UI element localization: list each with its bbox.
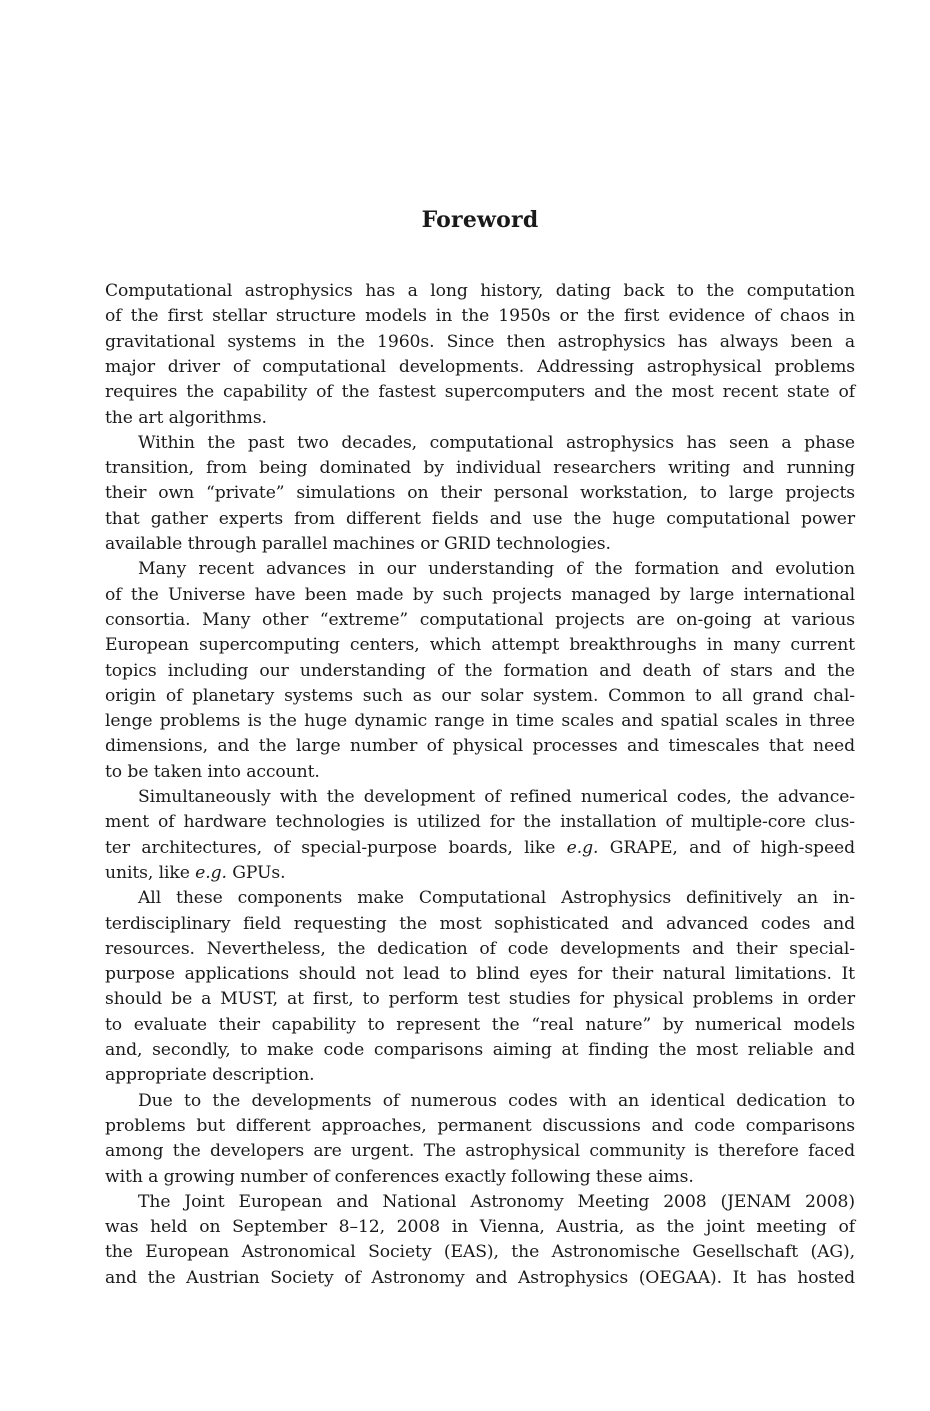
text-line: resources. Nevertheless, the dedication of code developments and their special-: [105, 938, 855, 959]
text-line: Computational astrophysics has a long history, dating back to the computation: [105, 281, 855, 301]
text-line: available through parallel machines or GRID technologies.: [105, 534, 611, 554]
text-line: and the Austrian Society of Astronomy and Astrophysics (OEGAA). It has hosted: [105, 1267, 855, 1288]
text-line: with a growing number of conferences exactly following these aims.: [105, 1166, 694, 1187]
text-line: of the first stellar structure models in the 1950s or the first evidence of chaos in: [105, 306, 855, 327]
text-line: that gather experts from different fields and use the huge computational power: [105, 508, 855, 529]
text-line: All these components make Computational Astrophysics definitively an in-: [138, 888, 855, 909]
text-line: Simultaneously with the development of refined numerical codes, the advance-: [138, 787, 855, 807]
text-line: of the Universe have been made by such projects managed by large international: [105, 584, 855, 605]
text-line: among the developers are urgent. The astrophysical community is therefore faced: [105, 1141, 855, 1162]
text-line: ment of hardware technologies is utilized for the installation of multiple-core clus-: [105, 812, 855, 833]
text-line: gravitational systems in the 1960s. Since then astrophysics has always been a: [105, 331, 855, 352]
text-line: consortia. Many other “extreme” computational projects are on-going at various: [105, 609, 855, 630]
text-line: the European Astronomical Society (EAS), the Astronomische Gesellschaft (AG),: [105, 1242, 855, 1263]
text-line: to be taken into account.: [105, 761, 320, 782]
text-line: origin of planetary systems such as our solar system. Common to all grand chal-: [105, 685, 855, 706]
text-line: dimensions, and the large number of physical processes and timescales that need: [105, 736, 855, 757]
text-line: transition, from being dominated by individual researchers writing and running: [105, 458, 855, 479]
text-line: topics including our understanding of the formation and death of stars and the: [105, 660, 855, 681]
text-line: requires the capability of the fastest supercomputers and the most recent state of: [105, 382, 855, 403]
text-line: to evaluate their capability to represent the “real nature” by numerical models: [105, 1014, 855, 1035]
text-line: their own “private” simulations on their personal workstation, to large projects: [105, 483, 855, 504]
text-line: purpose applications should not lead to blind eyes for their natural limitations. It: [105, 964, 855, 985]
text-line: The Joint European and National Astronomy Meeting 2008 (JENAM 2008): [138, 1191, 855, 1212]
text-line: units, like e.g. GPUs.: [105, 862, 286, 883]
text-line: major driver of computational developments. Addressing astrophysical problems: [105, 356, 855, 377]
text-line: was held on September 8–12, 2008 in Vienna, Austria, as the joint meeting of: [105, 1217, 855, 1238]
text-line: ter architectures, of special-purpose boards, like e.g. GRAPE, and of high-speed: [105, 837, 856, 858]
text-line: appropriate description.: [105, 1065, 315, 1086]
text-line: European supercomputing centers, which attempt breakthroughs in many current: [105, 635, 855, 656]
text-line: the art algorithms.: [105, 407, 267, 428]
abbreviation-eg: e.g.: [566, 837, 599, 858]
text-line: lenge problems is the huge dynamic range in time scales and spatial scales in three: [105, 711, 855, 732]
abbreviation-eg: e.g.: [195, 862, 227, 883]
text-line: terdisciplinary field requesting the most sophisticated and advanced codes and: [105, 913, 855, 934]
text-line: and, secondly, to make code comparisons aiming at finding the most reliable and: [105, 1040, 855, 1060]
page-title: Foreword: [421, 207, 539, 233]
text-line: Due to the developments of numerous codes with an identical dedication to: [138, 1090, 855, 1111]
text-line: Within the past two decades, computational astrophysics has seen a phase: [138, 432, 855, 453]
text-line: Many recent advances in our understanding of the formation and evolution: [138, 559, 855, 580]
text-line: should be a MUST, at first, to perform test studies for physical problems in order: [105, 989, 855, 1010]
text-line: problems but different approaches, permanent discussions and code comparisons: [105, 1115, 855, 1136]
